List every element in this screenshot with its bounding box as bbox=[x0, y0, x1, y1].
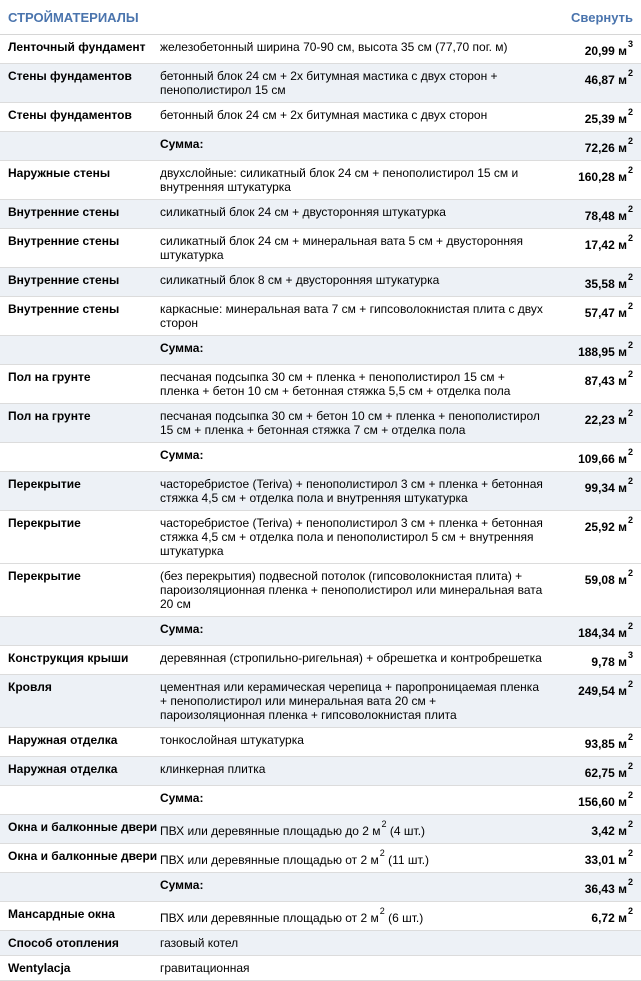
description-cell: двухслойные: силикатный блок 24 см + пенополистирол 15 см и внутренняя штукатурка bbox=[160, 166, 519, 194]
category-cell: Наружные стены bbox=[8, 166, 111, 180]
category-cell: Пол на грунте bbox=[8, 409, 91, 423]
value-number: 36,43 bbox=[584, 882, 615, 896]
unit-superscript: 2 bbox=[627, 819, 633, 829]
value-number: 160,28 bbox=[578, 170, 615, 184]
unit-superscript: 2 bbox=[627, 340, 633, 350]
unit-superscript: 2 bbox=[379, 848, 385, 858]
table-row bbox=[0, 956, 641, 981]
table-row bbox=[0, 564, 641, 617]
value-number: 188,95 bbox=[578, 345, 615, 359]
table-row bbox=[0, 511, 641, 564]
unit-superscript: 2 bbox=[627, 233, 633, 243]
category-cell: Окна и балконные двери bbox=[8, 849, 158, 863]
table-row bbox=[0, 786, 641, 815]
unit-superscript: 3 bbox=[627, 39, 633, 49]
unit-superscript: 2 bbox=[379, 906, 385, 916]
value-cell: 62,75 $м^2$ bbox=[584, 761, 633, 780]
value-cell: 6,72 $м^2$ bbox=[591, 906, 633, 925]
table-row bbox=[0, 728, 641, 757]
value-cell: 188,95 $м^2$ bbox=[578, 340, 633, 359]
table-row bbox=[0, 229, 641, 268]
description-cell: Сумма: bbox=[160, 791, 204, 805]
table-row bbox=[0, 297, 641, 336]
table-row bbox=[0, 443, 641, 472]
value-cell: 78,48 $м^2$ bbox=[584, 204, 633, 223]
table-row bbox=[0, 844, 641, 873]
unit-superscript: 2 bbox=[627, 165, 633, 175]
value-cell: 22,23 $м^2$ bbox=[584, 408, 633, 427]
description-cell: часторебристое (Teriva) + пенополистирол 3 см + пленка + бетонная стяжка 4,5 см + отделка пола и внутренняя штукатурка bbox=[160, 477, 543, 505]
unit-superscript: 2 bbox=[627, 447, 633, 457]
value-cell: 3,42 $м^2$ bbox=[591, 819, 633, 838]
description-cell: каркасные: минеральная вата 7 см + гипсоволокнистая плита с двух сторон bbox=[160, 302, 543, 330]
category-cell: Ленточный фундамент bbox=[8, 40, 146, 54]
category-cell: Пол на грунте bbox=[8, 370, 91, 384]
table-row bbox=[0, 472, 641, 511]
value-cell: 35,58 $м^2$ bbox=[584, 272, 633, 291]
description-cell: Сумма: bbox=[160, 622, 204, 636]
table-row bbox=[0, 336, 641, 365]
description-cell: ПВХ или деревянные площадью от 2 $м^2$ (11 шт.) bbox=[160, 848, 430, 867]
category-cell: Стены фундаментов bbox=[8, 108, 132, 122]
panel-header bbox=[0, 0, 641, 35]
value-number: 78,48 bbox=[584, 209, 615, 223]
value-number: 72,26 bbox=[584, 141, 615, 155]
value-cell: 72,26 $м^2$ bbox=[584, 136, 633, 155]
value-cell: 36,43 $м^2$ bbox=[584, 877, 633, 896]
unit-superscript: 2 bbox=[627, 136, 633, 146]
description-cell: гравитационная bbox=[160, 961, 250, 975]
table-row bbox=[0, 617, 641, 646]
table-row bbox=[0, 675, 641, 728]
category-cell: Внутренние стены bbox=[8, 302, 120, 316]
unit-superscript: 2 bbox=[627, 272, 633, 282]
description-cell: песчаная подсыпка 30 см + пленка + пенополистирол 15 см + пленка + бетон 10 см + бетонная стяжка 5,5 см + отделка пола bbox=[160, 370, 511, 398]
value-number: 6,72 bbox=[591, 911, 615, 925]
description-cell: железобетонный ширина 70-90 см, высота 35 см (77,70 пог. м) bbox=[160, 40, 508, 54]
description-cell: ПВХ или деревянные площадью до 2 $м^2$ (4 шт.) bbox=[160, 819, 426, 838]
category-cell: Внутренние стены bbox=[8, 273, 120, 287]
unit-superscript: 2 bbox=[627, 790, 633, 800]
value-number: 99,34 bbox=[584, 481, 615, 495]
unit-superscript: 2 bbox=[627, 204, 633, 214]
category-cell: Внутренние стены bbox=[8, 234, 120, 248]
value-number: 156,60 bbox=[578, 795, 615, 809]
unit-superscript: 2 bbox=[627, 408, 633, 418]
description-cell: силикатный блок 8 см + двусторонняя штукатурка bbox=[160, 273, 440, 287]
value-number: 109,66 bbox=[578, 452, 615, 466]
table-row bbox=[0, 64, 641, 103]
unit-superscript: 2 bbox=[627, 732, 633, 742]
unit-superscript: 2 bbox=[627, 877, 633, 887]
category-cell: Мансардные окна bbox=[8, 907, 115, 921]
unit-superscript: 2 bbox=[627, 568, 633, 578]
value-cell: 9,78 $м^3$ bbox=[591, 650, 633, 669]
materials-table bbox=[0, 35, 641, 981]
value-number: 25,39 bbox=[584, 112, 615, 126]
value-number: 35,58 bbox=[584, 277, 615, 291]
unit-superscript: 2 bbox=[627, 68, 633, 78]
description-cell: силикатный блок 24 см + минеральная вата 5 см + двусторонняя штукатурка bbox=[160, 234, 524, 262]
description-cell: ПВХ или деревянные площадью от 2 $м^2$ (6 шт.) bbox=[160, 906, 424, 925]
unit-superscript: 2 bbox=[627, 848, 633, 858]
description-cell: бетонный блок 24 см + 2х битумная мастика с двух сторон bbox=[160, 108, 488, 122]
value-cell: 184,34 $м^2$ bbox=[578, 621, 633, 640]
value-cell: 20,99 $м^3$ bbox=[584, 39, 633, 58]
value-cell: 249,54 $м^2$ bbox=[578, 679, 633, 698]
table-row bbox=[0, 404, 641, 443]
table-row bbox=[0, 757, 641, 786]
value-cell: 59,08 $м^2$ bbox=[584, 568, 633, 587]
category-cell: Перекрытие bbox=[8, 477, 81, 491]
value-number: 33,01 bbox=[584, 853, 615, 867]
unit-superscript: 2 bbox=[627, 621, 633, 631]
table-row bbox=[0, 902, 641, 931]
value-number: 57,47 bbox=[584, 306, 615, 320]
value-number: 3,42 bbox=[591, 824, 615, 838]
value-number: 20,99 bbox=[584, 44, 615, 58]
unit-superscript: 2 bbox=[627, 761, 633, 771]
description-cell: Сумма: bbox=[160, 137, 204, 151]
value-number: 25,92 bbox=[584, 520, 615, 534]
unit-superscript: 2 bbox=[627, 515, 633, 525]
category-cell: Способ отопления bbox=[8, 936, 119, 950]
collapse-link[interactable]: Свернуть bbox=[571, 10, 633, 25]
unit-superscript: 2 bbox=[627, 369, 633, 379]
page-title: СТРОЙМАТЕРИАЛЫ bbox=[8, 10, 139, 25]
table-row bbox=[0, 268, 641, 297]
description-cell: часторебристое (Teriva) + пенополистирол 3 см + пленка + бетонная стяжка 4,5 см + отделка пола и пенополистирол 5 см + внутренняя штукатурка bbox=[160, 516, 543, 558]
value-cell: 93,85 $м^2$ bbox=[584, 732, 633, 751]
unit-superscript: 2 bbox=[381, 819, 387, 829]
value-cell: 87,43 $м^2$ bbox=[584, 369, 633, 388]
value-cell: 25,92 $м^2$ bbox=[584, 515, 633, 534]
table-row bbox=[0, 161, 641, 200]
value-cell: 99,34 $м^2$ bbox=[584, 476, 633, 495]
unit-superscript: 2 bbox=[627, 107, 633, 117]
description-cell: клинкерная плитка bbox=[160, 762, 266, 776]
category-cell: Окна и балконные двери bbox=[8, 820, 158, 834]
value-number: 87,43 bbox=[584, 374, 615, 388]
table-row bbox=[0, 200, 641, 229]
category-cell: Перекрытие bbox=[8, 516, 81, 530]
table-row bbox=[0, 103, 641, 132]
value-number: 9,78 bbox=[591, 655, 615, 669]
value-cell: 33,01 $м^2$ bbox=[584, 848, 633, 867]
category-cell: Внутренние стены bbox=[8, 205, 120, 219]
category-cell: Наружная отделка bbox=[8, 733, 118, 747]
value-number: 59,08 bbox=[584, 573, 615, 587]
unit-superscript: 2 bbox=[627, 679, 633, 689]
category-cell: Стены фундаментов bbox=[8, 69, 132, 83]
value-cell: 57,47 $м^2$ bbox=[584, 301, 633, 320]
table-row bbox=[0, 132, 641, 161]
description-cell: деревянная (стропильно-ригельная) + обрешетка и контробрешетка bbox=[160, 651, 542, 665]
description-cell: (без перекрытия) подвесной потолок (гипсоволокнистая плита) + пароизоляционная пленка + пенополистирол или минеральная вата 20 см bbox=[160, 569, 543, 611]
value-cell: 109,66 $м^2$ bbox=[578, 447, 633, 466]
value-cell: 17,42 $м^2$ bbox=[584, 233, 633, 252]
category-cell: Перекрытие bbox=[8, 569, 81, 583]
category-cell: Наружная отделка bbox=[8, 762, 118, 776]
description-cell: бетонный блок 24 см + 2х битумная мастика с двух сторон + пенополистирол 15 см bbox=[160, 69, 498, 97]
table-row bbox=[0, 365, 641, 404]
description-cell: газовый котел bbox=[160, 936, 239, 950]
category-cell: Конструкция крыши bbox=[8, 651, 129, 665]
value-number: 249,54 bbox=[578, 684, 615, 698]
value-number: 17,42 bbox=[584, 238, 615, 252]
description-cell: Сумма: bbox=[160, 341, 204, 355]
category-cell: Кровля bbox=[8, 680, 52, 694]
value-cell: 25,39 $м^2$ bbox=[584, 107, 633, 126]
description-cell: цементная или керамическая черепица + паропроницаемая пленка + пенополистирол или минеральная вата 20 см + пароизоляционная пленка + гипсоволокнистая плита bbox=[160, 680, 539, 722]
value-cell: 160,28 $м^2$ bbox=[578, 165, 633, 184]
table-row bbox=[0, 931, 641, 956]
value-number: 46,87 bbox=[584, 73, 615, 87]
unit-superscript: 2 bbox=[627, 906, 633, 916]
value-number: 184,34 bbox=[578, 626, 615, 640]
value-number: 62,75 bbox=[584, 766, 615, 780]
table-row bbox=[0, 646, 641, 675]
value-number: 93,85 bbox=[584, 737, 615, 751]
category-cell: Wentylacja bbox=[8, 961, 71, 975]
table-row bbox=[0, 815, 641, 844]
unit-superscript: 2 bbox=[627, 301, 633, 311]
description-cell: тонкослойная штукатурка bbox=[160, 733, 304, 747]
description-cell: Сумма: bbox=[160, 448, 204, 462]
unit-superscript: 3 bbox=[627, 650, 633, 660]
description-cell: Сумма: bbox=[160, 878, 204, 892]
description-cell: песчаная подсыпка 30 см + бетон 10 см + пленка + пенополистирол 15 см + пленка + бетонная стяжка 7 см + отделка пола bbox=[160, 409, 540, 437]
description-cell: силикатный блок 24 см + двусторонняя штукатурка bbox=[160, 205, 446, 219]
value-cell: 156,60 $м^2$ bbox=[578, 790, 633, 809]
unit-superscript: 2 bbox=[627, 476, 633, 486]
value-number: 22,23 bbox=[584, 413, 615, 427]
table-row bbox=[0, 873, 641, 902]
table-row bbox=[0, 35, 641, 64]
value-cell: 46,87 $м^2$ bbox=[584, 68, 633, 87]
